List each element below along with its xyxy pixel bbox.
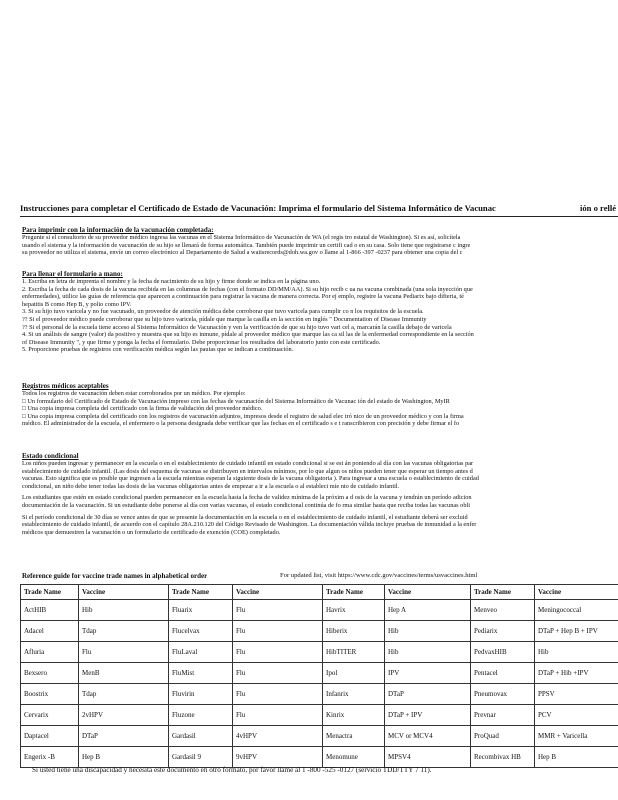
trade-name-cell: Menomune bbox=[323, 747, 385, 768]
trade-name-cell: Menactra bbox=[323, 726, 385, 747]
document-title: Instrucciones para completar el Certificado de Estado de Vacunación: Imprima el formulario del Sistema Informático de Vacunac bbox=[20, 203, 496, 213]
column-header: Vaccine bbox=[385, 585, 471, 600]
section-line: 1. Escriba en letra de imprenta el nombre y la fecha de nacimiento de su hijo y firme donde se indica en la página uno. bbox=[22, 278, 321, 285]
section-heading: Registros médicos aceptables bbox=[22, 382, 109, 390]
vaccine-cell: PCV bbox=[535, 705, 618, 726]
trade-name-cell: Boostrix bbox=[21, 684, 79, 705]
vaccine-cell: Hep A bbox=[385, 600, 471, 621]
section-line: hepatitis B como Hep B, y polio como IPV. bbox=[22, 300, 132, 308]
vaccine-cell: Tdap bbox=[79, 621, 169, 642]
section-line: médicos que demuestren la vacunación o un formulario de certificado de exención (COE) completado. bbox=[22, 528, 281, 536]
trade-name-cell: Ipol bbox=[323, 663, 385, 684]
trade-name-cell: Kinrix bbox=[323, 705, 385, 726]
accessibility-footer: Si usted tiene una discapacidad y necesita este documento en otro formato, por favor llame al 1 -800 -525 -0127 (servicio TDD/TTY 7 11). bbox=[32, 766, 432, 774]
table-row bbox=[21, 663, 618, 684]
trade-name-cell: Afluria bbox=[21, 642, 79, 663]
vaccine-cell: MCV or MCV4 bbox=[385, 726, 471, 747]
section-line: vacunas. Esto significa que es posible que ingresen a la escuela mientras esperan la siguiente dosis de la vacuna obligatoria ). Para ingresar a una escuela o establecimiento de cuidad bbox=[22, 475, 479, 483]
vaccine-cell: Hib bbox=[385, 621, 471, 642]
vaccine-cell: Flu bbox=[233, 642, 323, 663]
trade-name-cell: Daptacel bbox=[21, 726, 79, 747]
vaccine-cell: Tdap bbox=[79, 684, 169, 705]
vaccine-cell: 9vHPV bbox=[233, 747, 323, 768]
section-line: enfermedades), utilice las guías de referencia que aparecen a continuación para registrar la vacuna de manera correcta. Por ej emplo, registre la vacuna Pediarix bajo difteria, té bbox=[22, 293, 464, 301]
trade-name-cell: Pneumovax bbox=[471, 684, 535, 705]
section-line: Si el período condicional de 30 días se vence antes de que se presente la documentación en la escuela o en el establecimiento de cuidado infantil, el estudiante deberá ser excluid bbox=[22, 513, 468, 521]
section-line: 4. Si un análisis de sangre (valor) da positivo y muestra que su hijo es inmune, pídale al proveedor médico que marque las ca sil las de la enfermedad correspondiente en la sección bbox=[22, 331, 474, 339]
vaccine-cell: DTaP + Hib +IPV bbox=[535, 663, 618, 684]
trade-name-cell: Pentacel bbox=[471, 663, 535, 684]
trade-name-cell: Cervarix bbox=[21, 705, 79, 726]
vaccine-cell: MMR + Varicella bbox=[535, 726, 618, 747]
section-heading: Estado condicional bbox=[22, 452, 79, 460]
section-line: documentación de la vacunación. Si un estudiante debe ponerse al día con varias vacunas, el estado condicional continúa de fo rma similar hasta que reciba todas las vacunas obli bbox=[22, 502, 470, 509]
vaccine-cell: Flu bbox=[79, 642, 169, 663]
vaccine-cell: DTaP bbox=[385, 684, 471, 705]
section-heading: Para imprimir con la información de la vacunación completada: bbox=[22, 226, 214, 234]
title-divider bbox=[20, 216, 618, 217]
vaccine-cell: 2vHPV bbox=[79, 705, 169, 726]
section-line: Los niños pueden ingresar y permanecer en la escuela o en el establecimiento de cuidado infantil en estado condicional si se est án poniendo al día con las vacunas obligatorias par bbox=[22, 460, 474, 467]
section-line: establecimiento de cuidado infantil, de acuerdo con el capítulo 28A.210.120 del Código Revisado de Washington. La documentación válida incluye pruebas de inmunidad a la enfer bbox=[22, 521, 477, 529]
section-line: □ Un formulario del Certificado de Estado de Vacunación impreso con las fechas de vacunación del Sistema Informático de Vacunac ión del estado de Washington, MyIR bbox=[22, 397, 450, 405]
trade-name-cell: ProQuad bbox=[471, 726, 535, 747]
trade-name-cell: Hiberix bbox=[323, 621, 385, 642]
column-header: Trade Name bbox=[169, 585, 233, 600]
trade-name-cell: Fluvirin bbox=[169, 684, 233, 705]
trade-name-cell: Fluzone bbox=[169, 705, 233, 726]
section-line: 2. Escriba la fecha de cada dosis de la vacuna recibida en las columnas de fechas (con el formato DD/MM/AA). Si su hijo recib c ua na vacuna combinada (una sola inyección que bbox=[22, 285, 473, 293]
vaccine-cell: 4vHPV bbox=[233, 726, 323, 747]
trade-name-cell: Prevnar bbox=[471, 705, 535, 726]
vaccine-cell: Flu bbox=[233, 600, 323, 621]
reference-heading: Reference guide for vaccine trade names in alphabetical order bbox=[22, 572, 208, 580]
table-header-row bbox=[21, 585, 618, 600]
vaccine-cell: Hep B bbox=[79, 747, 169, 768]
section-line: ?? Si el personal de la escuela tiene acceso al Sistema Informático de Vacunación y ven la verificación de que su hijo tuvo vari cel a, marcarán la casilla debajo de varicela bbox=[22, 323, 452, 331]
vaccine-cell: Meningococcal bbox=[535, 600, 618, 621]
trade-name-cell: Havrix bbox=[323, 600, 385, 621]
section-line: 5. Proporcione pruebas de registros con verificación médica según las pautas que se indican a continuación. bbox=[22, 346, 294, 354]
vaccine-cell: Hib bbox=[385, 642, 471, 663]
trade-name-cell: Gardasil bbox=[169, 726, 233, 747]
section-line: condicional, un niño debe tener todas las dosis de las vacunas obligatorias antes de empezar a ir a la escuela o al estableci mie nto de cuidado infantil. bbox=[22, 482, 400, 490]
section-line: □ Una copia impresa completa del certificado con la firma de validación del proveedor médico. bbox=[22, 405, 263, 413]
section-line: Los estudiantes que estén en estado condicional pueden permanecer en la escuela hasta la fecha de validez mínima de la próxim a d osis de la vacuna y tendrán un período adicion bbox=[22, 494, 472, 502]
column-header: Vaccine bbox=[233, 585, 323, 600]
vaccine-cell: Flu bbox=[233, 663, 323, 684]
trade-name-cell: Infanrix bbox=[323, 684, 385, 705]
section-line: médico. El administrador de la escuela, el enfermero o la persona designada debe verificar que las fechas en el certificado s e t ranscribieron con precisión y debe firmar el fo bbox=[22, 420, 460, 428]
trade-name-cell: HibTITER bbox=[323, 642, 385, 663]
section-line: Todos los registros de vacunación deben estar corroborados por un médico. Por ejemplo: bbox=[22, 390, 246, 397]
vaccine-cell: PPSV bbox=[535, 684, 618, 705]
column-header: Trade Name bbox=[21, 585, 79, 600]
section-line: establecimiento de cuidado infantil. (Las dosis del esquema de vacunas se distribuyen en intervalos mínimos, por lo que algun os niños pueden tener que esperar un tiempo antes d bbox=[22, 467, 473, 475]
vaccine-cell: DTaP + IPV bbox=[385, 705, 471, 726]
vaccine-cell: DTaP bbox=[79, 726, 169, 747]
section-line: □ Una copia impresa completa del certificado con los registros de vacunación adjuntos, impresos desde el registro de salud elec tró nico de un proveedor médico y con la firma bbox=[22, 412, 464, 420]
trade-name-cell: Gardasil 9 bbox=[169, 747, 233, 768]
vaccine-cell: Flu bbox=[233, 621, 323, 642]
vaccine-cell: Hib bbox=[535, 642, 618, 663]
trade-name-cell: Menveo bbox=[471, 600, 535, 621]
column-header: Trade Name bbox=[323, 585, 385, 600]
section-heading: Para llenar el formulario a mano: bbox=[22, 270, 123, 278]
document-title-continuation: ión o rellé bbox=[580, 203, 617, 213]
vaccine-cell: MenB bbox=[79, 663, 169, 684]
trade-name-cell: Adacel bbox=[21, 621, 79, 642]
column-header: Vaccine bbox=[535, 585, 618, 600]
table-row bbox=[21, 642, 618, 663]
trade-name-cell: ActHIB bbox=[21, 600, 79, 621]
column-header: Trade Name bbox=[471, 585, 535, 600]
table-row bbox=[21, 726, 618, 747]
trade-name-cell: FluMist bbox=[169, 663, 233, 684]
vaccine-cell: Flu bbox=[233, 705, 323, 726]
reference-update-note: For updated list, visit https://www.cdc.gov/vaccines/terms/usvaccines.html bbox=[280, 572, 478, 579]
vaccine-cell: Hep B bbox=[535, 747, 618, 768]
trade-name-cell: FluLaval bbox=[169, 642, 233, 663]
table-row bbox=[21, 747, 618, 768]
section-line: su proveedor no utiliza el sistema, envíe un correo electrónico al Departamento de Salud a waiisrecords@doh.wa.gov o llame al 1-866 -397 -0237 para obtener una copia del c bbox=[22, 249, 463, 257]
table-row bbox=[21, 600, 618, 621]
table-row bbox=[21, 621, 618, 642]
trade-name-cell: Pediarix bbox=[471, 621, 535, 642]
trade-name-cell: PedvaxHIB bbox=[471, 642, 535, 663]
trade-name-cell: Engerix -B bbox=[21, 747, 79, 768]
table-row bbox=[21, 684, 618, 705]
vaccine-cell: Hib bbox=[79, 600, 169, 621]
table-row bbox=[21, 705, 618, 726]
section-line: 3. Si su hijo tuvo varicela y no fue vacunado, un proveedor de atención médica debe corroborar que tuvo varicela para cumplir co n los requisitos de la escuela. bbox=[22, 308, 424, 316]
section-line: ?? Si el proveedor médico puede corroborar que su hijo tuvo varicela, pídale que marque la casilla en la sección en inglés " Documentation of Disease Immunity bbox=[22, 316, 427, 323]
trade-name-cell: Bexsero bbox=[21, 663, 79, 684]
vaccine-cell: DTaP + Hep B + IPV bbox=[535, 621, 618, 642]
vaccine-cell: Flu bbox=[233, 684, 323, 705]
section-line: Pregunte si el consultorio de su proveedor médico ingresa las vacunas en el Sistema Informático de Vacunación de WA (el regis tro estatal de Washington). Si es así, solicítela bbox=[22, 234, 461, 241]
trade-name-cell: Flucelvax bbox=[169, 621, 233, 642]
vaccine-trade-name-table bbox=[20, 584, 618, 768]
vaccine-cell: MPSV4 bbox=[385, 747, 471, 768]
trade-name-cell: Recombivax HB bbox=[471, 747, 535, 768]
trade-name-cell: Fluarix bbox=[169, 600, 233, 621]
column-header: Vaccine bbox=[79, 585, 169, 600]
section-line: usando el sistema y la información de vacunación de su hijo se llenará de forma automática. También puede imprimir un certifi cad o en su casa. Solo tiene que registrarse c ingre bbox=[22, 241, 471, 249]
vaccine-cell: IPV bbox=[385, 663, 471, 684]
section-line: of Disease Immunity ", y que firme y ponga la fecha el formulario. Debe proporcionar los resultados del laboratorio junto con este certificado. bbox=[22, 338, 381, 346]
